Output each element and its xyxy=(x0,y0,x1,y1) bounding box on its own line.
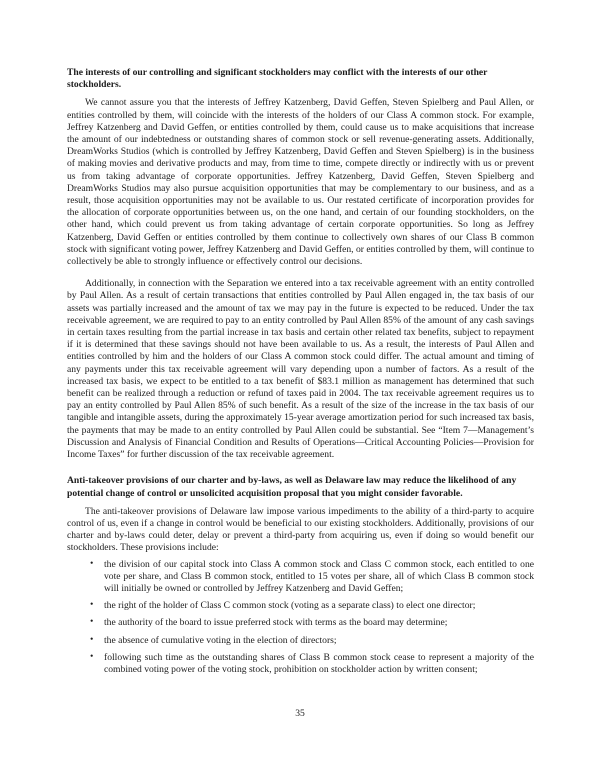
bullet-icon: • xyxy=(90,633,94,645)
list-item-text: the authority of the board to issue preferred stock with terms as the board may determine; xyxy=(104,617,448,629)
list-item xyxy=(67,617,534,629)
list-item-text: the division of our capital stock into Class A common stock and Class C common stock, each entitled to one vote per share, and Class B common stock, entitled to 15 votes per share, all of which Class B common stock will initially be owned or controlled by Jeffrey Katzenberg and David Geffen; xyxy=(104,558,534,594)
list-item xyxy=(67,600,534,612)
bullet-icon: • xyxy=(90,616,94,628)
para-tax-receivable-agreement: Additionally, in connection with the Separation we entered into a tax receivable agreement with an entity controlled by Paul Allen. As a result of certain transactions that entities controlled by Paul Allen engaged in, the tax basis of our assets was partially increased and the amount of tax we may pay in the future is expected to be reduced. Under the tax receivable agreement, we are required to pay to an entity controlled by Paul Allen 85% of the amount of any cash savings in certain taxes resulting from the partial increase in tax basis and certain other related tax benefits, subject to repayment if it is determined that these savings should not have been available to us. As a result, the interests of Paul Allen and entities controlled by him and the holders of our Class A common stock could differ. The actual amount and timing of any payments under this tax receivable agreement will vary depending upon a number of factors. As a result of the increased tax basis, we expect to be entitled to a tax benefit of $83.1 million as management has determined that such benefit can be realized through a reduction or refund of taxes paid in 2004. The tax receivable agreement requires us to pay an entity controlled by Paul Allen 85% of such benefit. As a result of the size of the increase in the tax basis of our tangible and intangible assets, during the approximately 15-year average amortization period for such increased tax basis, the payments that may be made to an entity controlled by Paul Allen could be substantial. See “Item 7—Management’s Discussion and Analysis of Financial Condition and Results of Operations—Critical Accounting Policies—Provision for Income Taxes” for further discussion of the tax receivable agreement. xyxy=(67,278,534,461)
bullet-icon: • xyxy=(90,599,94,611)
bullet-icon: • xyxy=(90,650,94,662)
para-controlling-stockholders: We cannot assure you that the interests of Jeffrey Katzenberg, David Geffen, Steven Spielberg and Paul Allen, or entities controlled by them, will coincide with the interests of the holders of our Class A common stock. For example, Jeffrey Katzenberg and David Geffen, or entities controlled by them, could cause us to make acquisitions that increase the amount of our indebtedness or outstanding shares of common stock or sell revenue-generating assets. Additionally, DreamWorks Studios (which is controlled by Jeffrey Katzenberg, David Geffen and Steven Spielberg) is in the business of making movies and derivative products and may, from time to time, compete directly or indirectly with us or prevent us from taking advantage of corporate opportunities. Jeffrey Katzenberg, David Geffen, Steven Spielberg and DreamWorks Studios may also pursue acquisition opportunities that may be complementary to our business, and as a result, those acquisition opportunities may not be available to us. Our restated certificate of incorporation provides for the allocation of corporate opportunities between us, on the one hand, and certain of our founding stockholders, on the other hand, which could prevent us from taking advantage of certain corporate opportunities. So long as Jeffrey Katzenberg, David Geffen or entities controlled by them continue to collectively own shares of our Class B common stock with significant voting power, Jeffrey Katzenberg and David Geffen, or entities controlled by them, will continue to collectively be able to strongly influence or effectively control our decisions. xyxy=(67,97,534,268)
list-item xyxy=(67,635,534,647)
heading-anti-takeover: Anti-takeover provisions of our charter and by-laws, as well as Delaware law may reduce the likelihood of any potential change of control or unsolicited acquisition proposal that you might consider favorable. xyxy=(67,475,517,499)
heading-controlling-stockholders: The interests of our controlling and significant stockholders may conflict with the interests of our other stockholders. xyxy=(67,67,488,91)
bullet-icon: • xyxy=(90,557,94,569)
list-item-text: the right of the holder of Class C common stock (voting as a separate class) to elect one director; xyxy=(104,600,476,612)
page-body xyxy=(67,67,534,676)
list-item-text: the absence of cumulative voting in the election of directors; xyxy=(104,634,337,646)
para-anti-takeover-intro: The anti-takeover provisions of Delaware law impose various impediments to the ability of a third-party to acquire control of us, even if a change in control would be beneficial to our existing stockholders. Additionally, provisions of our charter and by-laws could deter, delay or prevent a third-party from acquiring us, even if doing so would benefit our stockholders. These provisions include: xyxy=(67,505,534,554)
page-number: 35 xyxy=(295,708,305,719)
list-item xyxy=(67,559,534,596)
anti-takeover-provisions-list xyxy=(67,559,534,677)
list-item xyxy=(67,652,534,676)
list-item-text: following such time as the outstanding shares of Class B common stock cease to represent a majority of the combined voting power of the voting stock, prohibition on stockholder action by written consent; xyxy=(104,651,534,675)
